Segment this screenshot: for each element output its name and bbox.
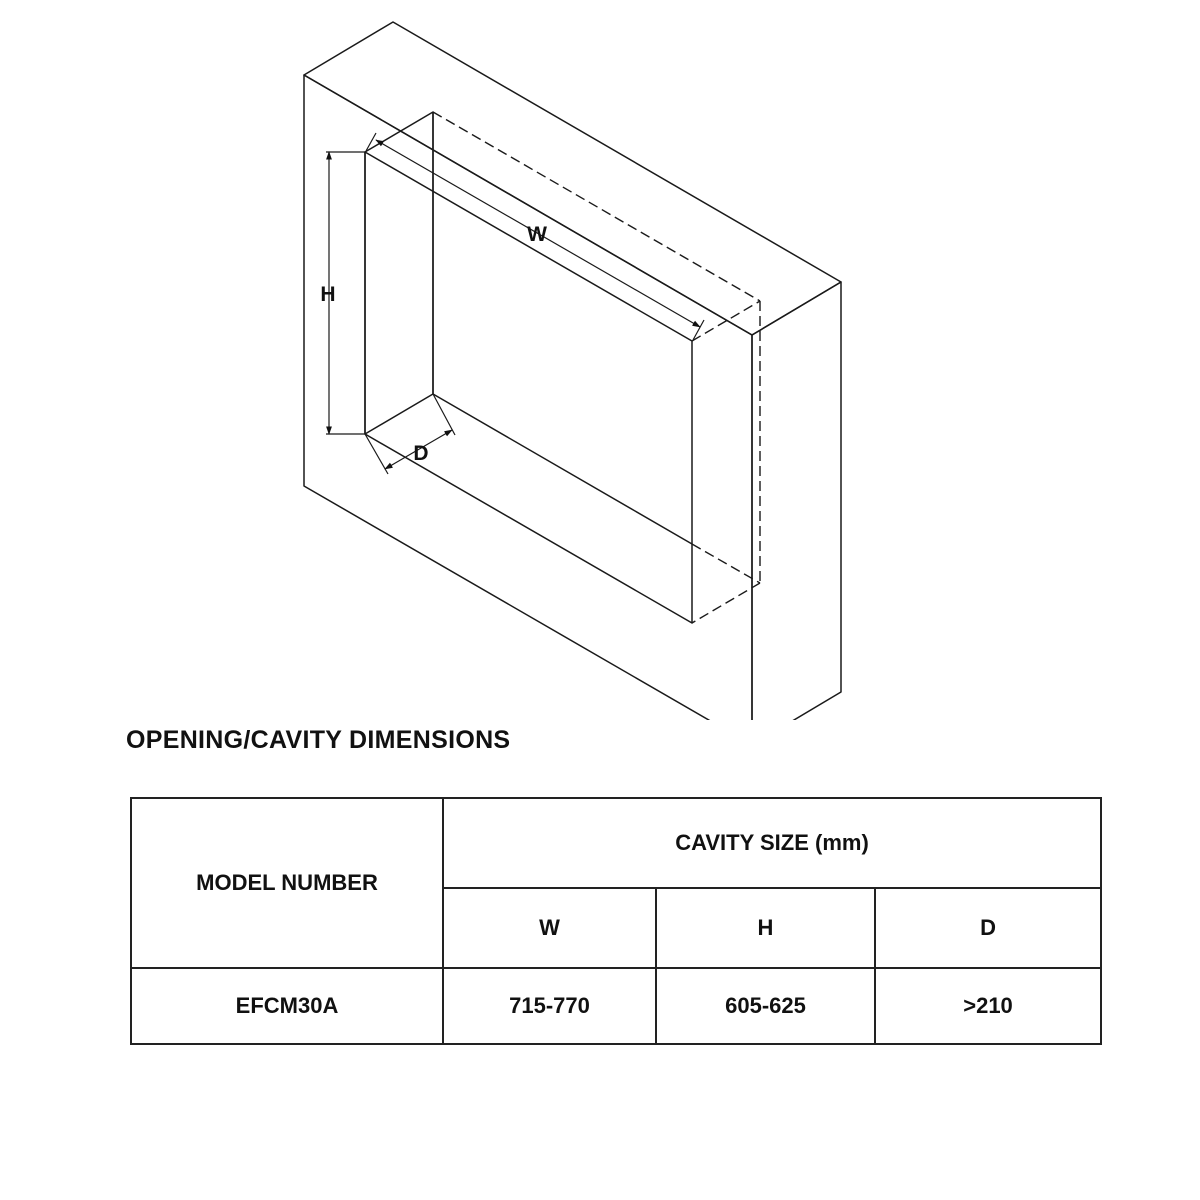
height-column-header: H: [656, 888, 875, 968]
table-row: [131, 968, 1101, 1044]
cavity-size-header: CAVITY SIZE (mm): [443, 798, 1101, 888]
width-value-cell: 715-770: [443, 968, 656, 1044]
model-number-header: MODEL NUMBER: [131, 798, 443, 968]
depth-dimension: [365, 394, 455, 474]
model-number-cell: EFCM30A: [131, 968, 443, 1044]
section-title: OPENING/CAVITY DIMENSIONS: [126, 726, 511, 754]
height-label: H: [320, 283, 336, 306]
depth-column-header: D: [875, 888, 1101, 968]
table-header-row: [131, 798, 1101, 888]
depth-value-cell: >210: [875, 968, 1101, 1044]
width-label: W: [527, 223, 547, 246]
hidden-edges: [433, 112, 760, 623]
width-column-header: W: [443, 888, 656, 968]
height-value-cell: 605-625: [656, 968, 875, 1044]
depth-label: D: [413, 442, 429, 465]
cavity-opening: [365, 112, 692, 623]
dimensions-table: [130, 797, 1102, 1045]
